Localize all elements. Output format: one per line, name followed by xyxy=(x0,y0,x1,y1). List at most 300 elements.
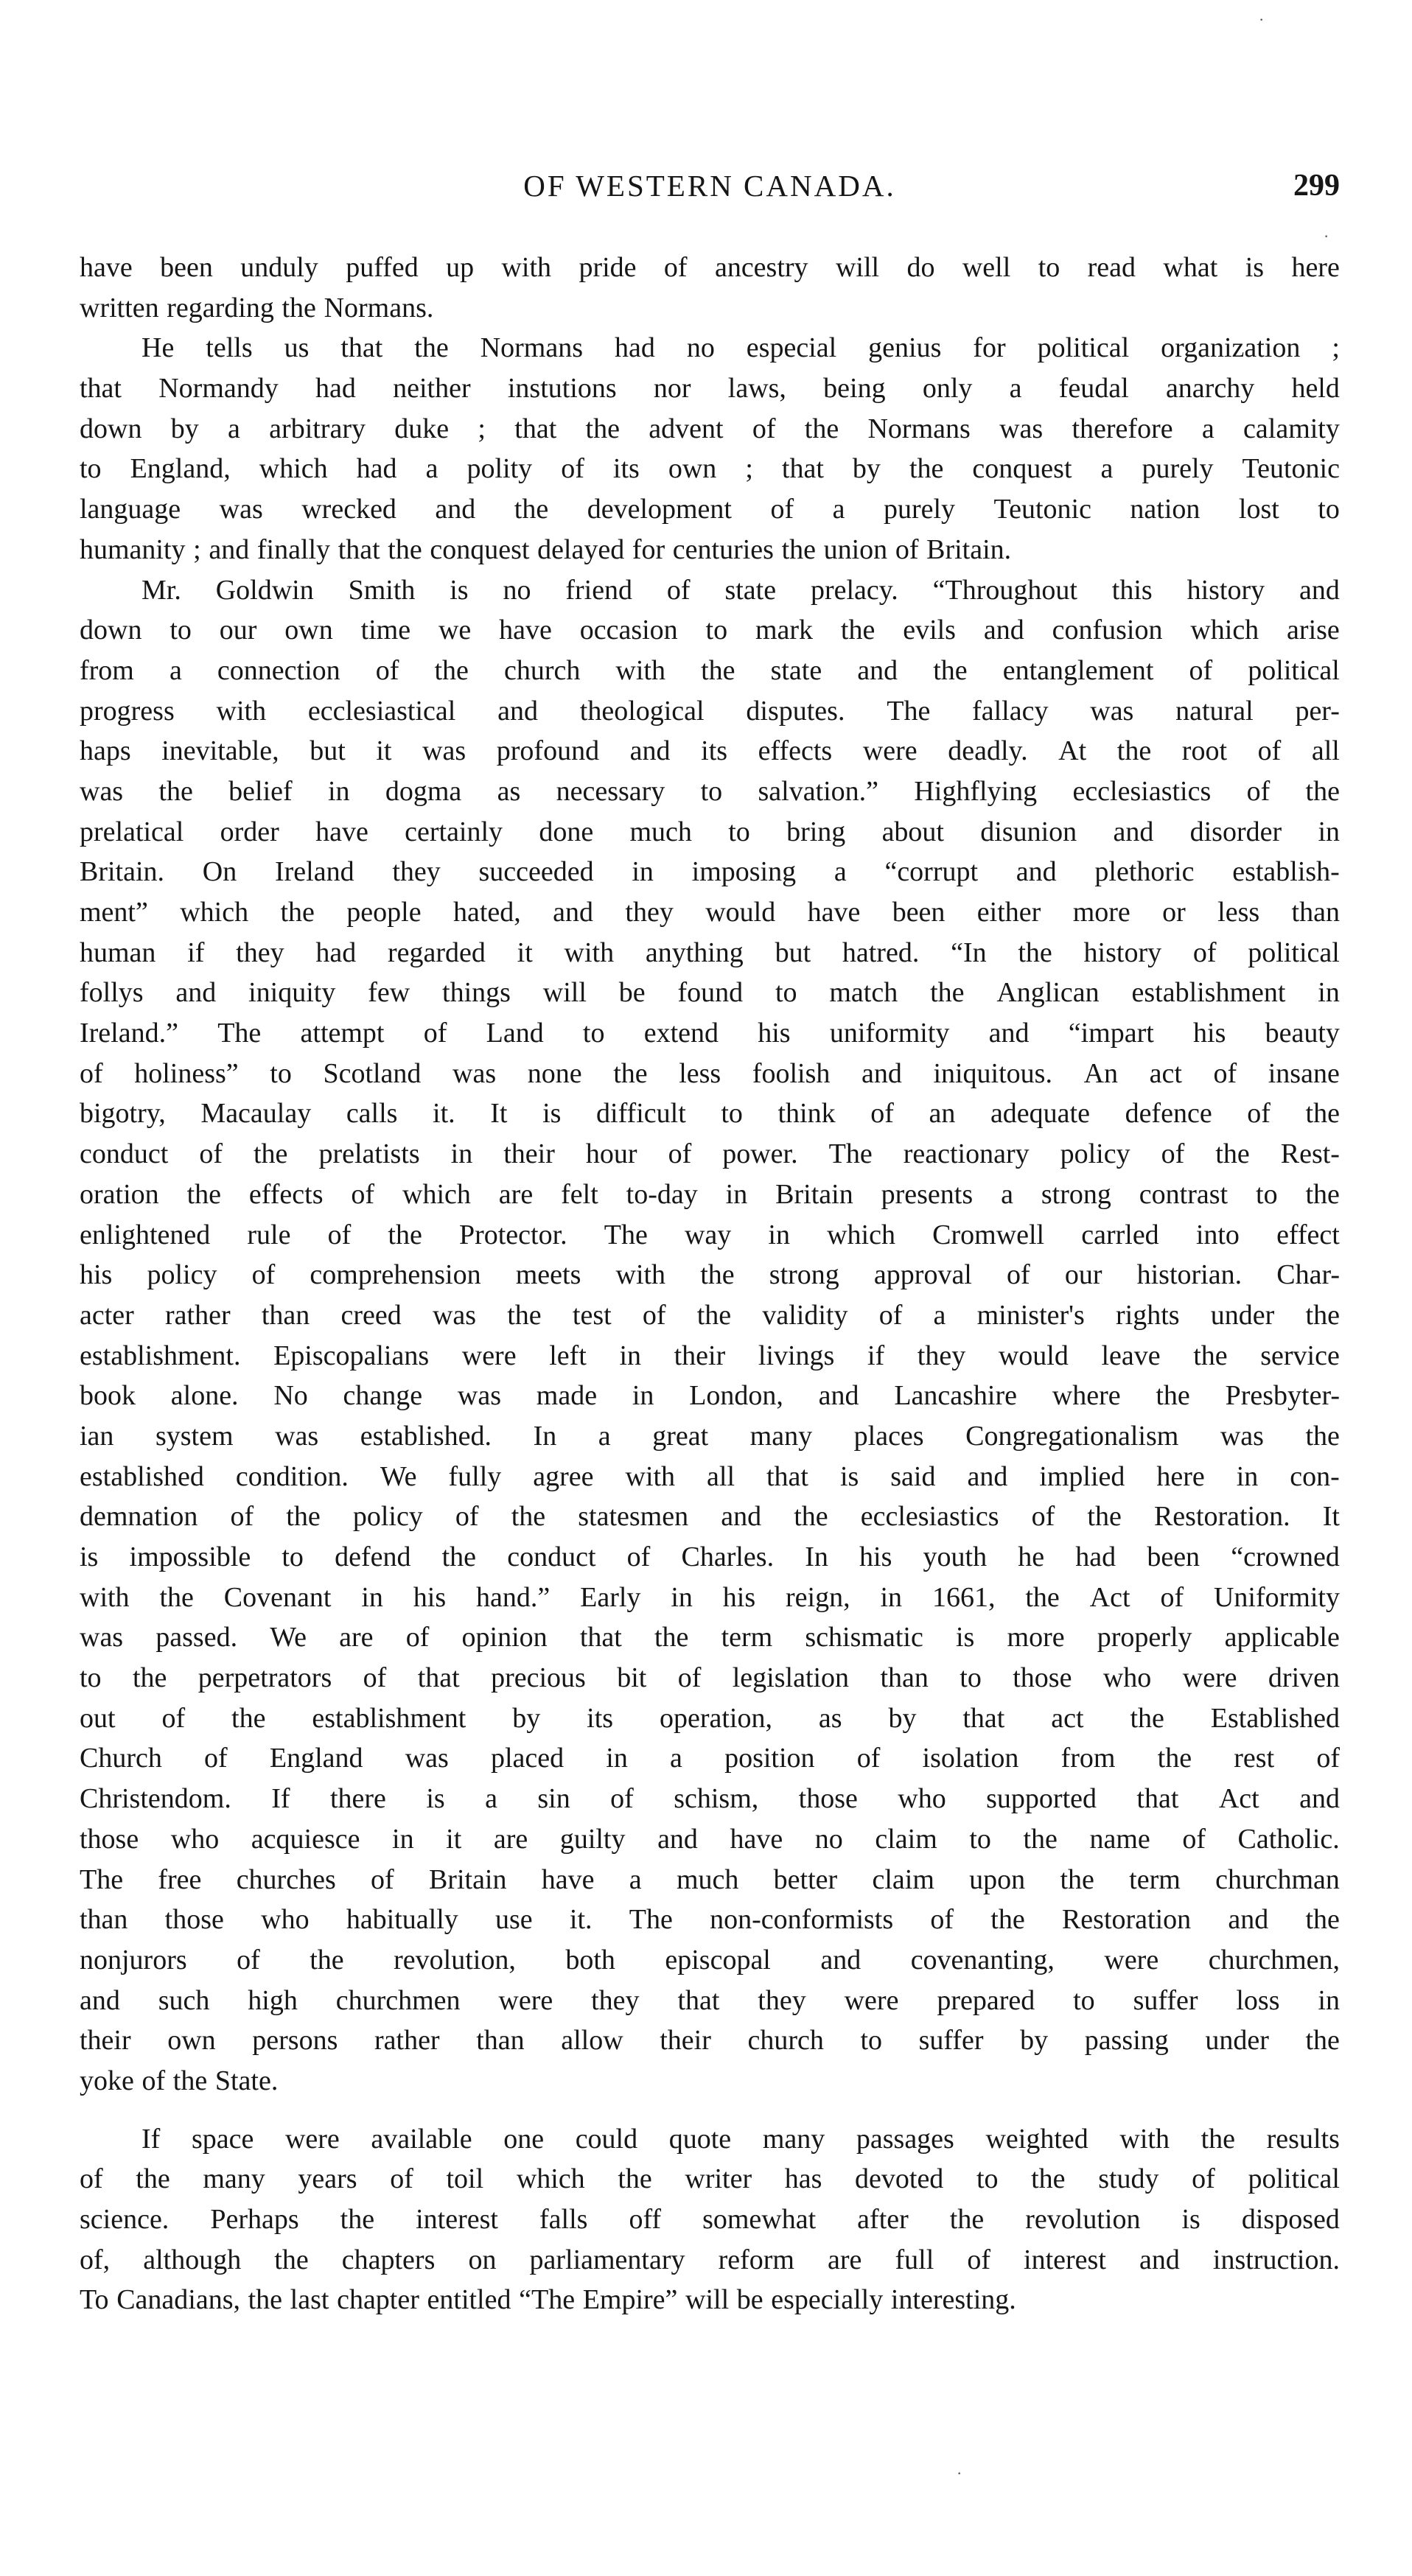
word: establishment xyxy=(312,1702,466,1734)
word: use xyxy=(495,1904,533,1936)
word: profound xyxy=(496,735,600,767)
word: of xyxy=(626,1541,651,1572)
word: ; xyxy=(1332,332,1340,364)
word: have xyxy=(807,897,861,928)
word: haps xyxy=(80,735,131,767)
word: that xyxy=(579,1622,622,1653)
word: of xyxy=(199,1138,223,1170)
word: wrecked xyxy=(301,494,396,525)
word: Episcopalians xyxy=(273,1340,430,1371)
word: ecclesiastical xyxy=(307,695,456,727)
text-line xyxy=(80,248,1340,288)
word: own xyxy=(668,453,717,485)
word: foolish xyxy=(752,1057,831,1089)
word: humanity xyxy=(80,533,186,565)
word: the xyxy=(654,1622,689,1653)
word: strong xyxy=(769,1259,839,1291)
word: revolution xyxy=(1025,2204,1141,2235)
word: condition. xyxy=(235,1460,349,1492)
word: approval xyxy=(873,1259,972,1291)
word: with xyxy=(216,695,267,727)
word: was xyxy=(80,1622,124,1653)
word: system xyxy=(155,1420,234,1452)
word: the xyxy=(1305,775,1340,807)
word: and xyxy=(1016,856,1057,888)
word: toil xyxy=(446,2163,484,2195)
word: of xyxy=(1257,735,1282,767)
word: have xyxy=(315,816,368,847)
word: all xyxy=(707,1460,735,1492)
word: of xyxy=(237,1944,260,1975)
word: yoke xyxy=(80,2065,134,2096)
word: certainly xyxy=(405,816,503,847)
word: historian. xyxy=(1136,1259,1243,1291)
word: strong xyxy=(1041,1178,1111,1210)
word: purely xyxy=(883,494,956,525)
word: mark xyxy=(755,615,814,646)
word: is xyxy=(839,1460,859,1492)
word: state xyxy=(724,574,777,606)
word: to xyxy=(728,816,750,847)
word: into xyxy=(1195,1219,1240,1250)
word: applicable xyxy=(1224,1622,1340,1653)
word: puffed xyxy=(346,252,419,283)
word: that xyxy=(962,1702,1005,1734)
word: policy xyxy=(1060,1138,1130,1170)
word: had xyxy=(356,453,397,485)
word: but xyxy=(310,735,346,767)
word: high xyxy=(248,1984,298,2016)
word: Covenant xyxy=(223,1581,332,1613)
word: of xyxy=(668,1138,692,1170)
word: it xyxy=(376,735,392,767)
word: history xyxy=(1083,937,1162,968)
word: term xyxy=(721,1622,773,1653)
word: in xyxy=(880,1581,903,1613)
word: Act xyxy=(1089,1581,1130,1613)
word: establishment xyxy=(1131,977,1286,1009)
word: the xyxy=(909,453,944,485)
word: bit xyxy=(617,1662,647,1694)
text-line xyxy=(80,1658,1340,1698)
word: the xyxy=(1305,1904,1340,1936)
word: are xyxy=(828,2244,862,2275)
word: disputes. xyxy=(746,695,845,727)
word: and xyxy=(175,977,217,1009)
word: On xyxy=(202,856,237,888)
word: been xyxy=(160,252,213,283)
word: was xyxy=(1220,1420,1264,1452)
word: well xyxy=(962,252,1011,283)
word: properly xyxy=(1097,1622,1192,1653)
word: and xyxy=(209,533,250,565)
word: creed xyxy=(340,1299,402,1331)
word: guilty xyxy=(559,1823,626,1855)
word: conduct xyxy=(507,1541,596,1572)
word: to xyxy=(1038,252,1060,283)
word: prelacy. xyxy=(810,574,898,606)
word: and xyxy=(967,1460,1008,1492)
word: England, xyxy=(130,453,231,485)
word: than xyxy=(1291,897,1340,928)
word: position xyxy=(724,1743,815,1774)
word: political xyxy=(1037,332,1130,364)
word: and xyxy=(80,1984,120,2016)
word: disunion xyxy=(980,816,1077,847)
word: the xyxy=(949,2204,985,2235)
word: better xyxy=(773,1863,838,1895)
word: has xyxy=(784,2163,822,2195)
text-line xyxy=(80,570,1340,611)
word: to xyxy=(705,615,728,646)
word: adequate xyxy=(990,1098,1090,1130)
word: state xyxy=(770,654,822,686)
word: the xyxy=(340,2204,375,2235)
word: suffer xyxy=(1133,1984,1198,2016)
word: holiness” xyxy=(134,1057,239,1089)
word: weighted xyxy=(985,2123,1088,2155)
word: was xyxy=(1090,695,1134,727)
text-line xyxy=(80,2061,1340,2101)
word: and xyxy=(1139,2244,1180,2275)
word: of xyxy=(610,1783,634,1815)
word: been xyxy=(1147,1541,1200,1572)
word: are xyxy=(498,1178,534,1210)
word: hated, xyxy=(452,897,521,928)
word: that xyxy=(1136,1783,1179,1815)
word: human xyxy=(80,937,156,968)
word: than xyxy=(80,1904,128,1936)
text-line xyxy=(80,933,1340,973)
word: a xyxy=(833,856,847,888)
word: Ireland.” xyxy=(80,1018,178,1049)
word: in xyxy=(1236,1460,1259,1492)
word: loss xyxy=(1236,1984,1280,2016)
word: and xyxy=(497,695,538,727)
word: Ireland xyxy=(274,856,354,888)
word: as xyxy=(497,775,521,807)
word: establishment. xyxy=(80,1340,241,1371)
word: fully xyxy=(448,1460,502,1492)
word: falls xyxy=(539,2204,588,2235)
word: Congregationalism xyxy=(965,1420,1179,1452)
word: He xyxy=(141,332,175,364)
word: that xyxy=(781,453,824,485)
word: follys xyxy=(80,977,144,1009)
word: uniformity xyxy=(829,1018,950,1049)
word: act xyxy=(1051,1702,1084,1734)
word: rather xyxy=(374,2025,440,2057)
word: it. xyxy=(433,1098,455,1130)
word: and xyxy=(818,1380,859,1412)
word: ancestry xyxy=(714,252,808,283)
word: church xyxy=(747,2025,824,2057)
word: it. xyxy=(569,1904,593,1936)
text-line xyxy=(80,2020,1340,2061)
word: people xyxy=(346,897,422,928)
text-line xyxy=(80,2159,1340,2199)
word: defence xyxy=(1125,1098,1212,1130)
word: with xyxy=(615,1259,666,1291)
word: an xyxy=(929,1098,956,1130)
word: science. xyxy=(80,2204,169,2235)
word: either xyxy=(976,897,1041,928)
word: 1661, xyxy=(932,1581,996,1613)
word: attempt xyxy=(300,1018,385,1049)
word: those xyxy=(80,1823,139,1855)
word: It xyxy=(490,1098,508,1130)
word: his xyxy=(722,1581,756,1613)
word: defend xyxy=(335,1541,411,1572)
word: England xyxy=(269,1743,363,1774)
word: in xyxy=(632,1380,654,1412)
word: of xyxy=(1246,775,1271,807)
word: of xyxy=(561,453,584,485)
word: The xyxy=(887,695,931,727)
word: of xyxy=(752,413,776,444)
text-line xyxy=(80,1497,1340,1537)
word: contrast xyxy=(1139,1178,1228,1210)
word: centuries xyxy=(672,533,774,565)
word: churches xyxy=(236,1863,336,1895)
word: but xyxy=(775,937,811,968)
word: “crowned xyxy=(1231,1541,1340,1572)
word: do xyxy=(906,252,935,283)
word: reactionary xyxy=(903,1138,1030,1170)
word: on xyxy=(468,2244,497,2275)
word: his xyxy=(758,1018,791,1049)
word: the xyxy=(507,1299,542,1331)
word: presents xyxy=(881,1178,974,1210)
word: great xyxy=(652,1420,709,1452)
word: think xyxy=(777,1098,836,1130)
word: duke xyxy=(394,413,450,444)
word: genius xyxy=(868,332,942,364)
word: to xyxy=(169,615,192,646)
word: been xyxy=(892,897,946,928)
word: Perhaps xyxy=(210,2204,299,2235)
word: tells xyxy=(206,332,253,364)
word: enlightened xyxy=(80,1219,211,1250)
word: the xyxy=(248,2284,283,2316)
word: The xyxy=(828,1138,873,1170)
text-line xyxy=(80,1215,1340,1256)
word: of xyxy=(967,2244,990,2275)
word: his xyxy=(413,1581,447,1613)
word: that xyxy=(80,373,122,405)
word: who xyxy=(898,1783,946,1815)
word: agree xyxy=(533,1460,594,1492)
word: the xyxy=(441,1541,477,1572)
word: than xyxy=(261,1299,310,1331)
word: were xyxy=(862,735,918,767)
text-line xyxy=(80,1900,1340,1940)
word: they xyxy=(625,897,674,928)
scan-speck-mark: · xyxy=(1324,227,1329,245)
word: disposed xyxy=(1241,2204,1340,2235)
word: in xyxy=(361,1581,383,1613)
word: off xyxy=(629,2204,662,2235)
word: of, xyxy=(80,2244,111,2275)
text-line xyxy=(80,1295,1340,1336)
word: the xyxy=(514,494,549,525)
word: Highflying xyxy=(914,775,1038,807)
word: the xyxy=(136,2163,170,2195)
word: regarded xyxy=(387,937,486,968)
word: than xyxy=(476,2025,525,2057)
word: they xyxy=(591,1984,640,2016)
word: ecclesiastics xyxy=(860,1501,999,1533)
word: “The xyxy=(519,2284,576,2316)
word: salvation.” xyxy=(758,775,879,807)
word: of xyxy=(1192,937,1217,968)
text-line xyxy=(80,1336,1340,1376)
word: bigotry, xyxy=(80,1098,166,1130)
word: would xyxy=(998,1340,1069,1371)
word: the xyxy=(585,413,620,444)
word: covenanting, xyxy=(910,1944,1055,1975)
word: minister's xyxy=(976,1299,1085,1331)
word: laws, xyxy=(727,373,786,405)
word: The xyxy=(629,1904,673,1936)
word: with xyxy=(501,252,552,283)
word: which xyxy=(827,1219,895,1250)
word: its xyxy=(612,453,640,485)
word: his xyxy=(80,1259,113,1291)
word: of xyxy=(363,1662,387,1694)
word: where xyxy=(1052,1380,1121,1412)
word: in xyxy=(392,1823,414,1855)
word: after xyxy=(857,2204,909,2235)
word: is xyxy=(80,1541,99,1572)
word: of xyxy=(878,1299,903,1331)
word: the xyxy=(310,1944,344,1975)
word: that xyxy=(338,533,380,565)
word: of xyxy=(80,2163,103,2195)
word: a xyxy=(485,1783,497,1815)
word: made xyxy=(536,1380,598,1412)
word: to xyxy=(1318,494,1340,525)
word: neither xyxy=(393,373,471,405)
text-line xyxy=(80,651,1340,691)
text-line xyxy=(80,2119,1340,2160)
word: that xyxy=(514,413,557,444)
word: it xyxy=(446,1823,462,1855)
word: extend xyxy=(643,1018,719,1049)
word: by xyxy=(852,453,881,485)
word: is xyxy=(955,1622,975,1653)
word: a xyxy=(629,1863,642,1895)
word: the xyxy=(1018,937,1052,968)
word: those xyxy=(164,1904,224,1936)
word: supported xyxy=(986,1783,1097,1815)
word: no xyxy=(686,332,715,364)
word: said xyxy=(890,1460,936,1492)
word: ian xyxy=(80,1420,114,1452)
word: and xyxy=(657,1823,698,1855)
word: plethoric xyxy=(1094,856,1195,888)
word: of xyxy=(251,1259,276,1291)
word: no xyxy=(814,1823,843,1855)
word: was xyxy=(457,1380,502,1412)
word: that xyxy=(417,1662,460,1694)
word: had xyxy=(315,373,356,405)
word: done xyxy=(539,816,594,847)
word: of xyxy=(1192,2163,1215,2195)
text-line xyxy=(80,1738,1340,1779)
word: necessary xyxy=(556,775,665,807)
word: of xyxy=(930,1904,954,1936)
word: way xyxy=(684,1219,732,1250)
word: of xyxy=(870,1098,894,1130)
word: found xyxy=(677,977,744,1009)
word: interest xyxy=(416,2204,498,2235)
word: to xyxy=(700,775,723,807)
word: rights xyxy=(1116,1299,1180,1331)
word: there xyxy=(329,1783,386,1815)
word: of xyxy=(642,1299,666,1331)
word: root xyxy=(1181,735,1228,767)
word: the xyxy=(1305,1098,1340,1130)
word: especial xyxy=(746,332,837,364)
word: disorder xyxy=(1189,816,1282,847)
word: livings xyxy=(758,1340,835,1371)
word: own xyxy=(167,2025,216,2057)
text-line xyxy=(80,1940,1340,1981)
word: the xyxy=(388,1219,422,1250)
word: his xyxy=(859,1541,892,1572)
word: have xyxy=(541,1863,595,1895)
word: of xyxy=(1160,1581,1184,1613)
word: what xyxy=(1163,252,1218,283)
word: confusion xyxy=(1052,615,1163,646)
text-line xyxy=(80,489,1340,530)
text-line xyxy=(80,1013,1340,1054)
word: by xyxy=(888,1702,917,1734)
word: Established xyxy=(1210,1702,1340,1734)
word: to xyxy=(969,1823,991,1855)
word: they xyxy=(392,856,441,888)
word: of xyxy=(327,1219,352,1250)
word: Britain xyxy=(428,1863,507,1895)
word: have xyxy=(730,1823,783,1855)
word: for xyxy=(632,533,665,565)
word: in xyxy=(768,1219,790,1250)
word: in xyxy=(619,1340,642,1371)
word: act xyxy=(1149,1057,1182,1089)
word: to-day xyxy=(626,1178,698,1210)
word: of xyxy=(677,1662,702,1694)
word: reform xyxy=(718,2244,794,2275)
word: church xyxy=(503,654,581,686)
word: In xyxy=(805,1541,828,1572)
word: the xyxy=(1130,1702,1164,1734)
word: their xyxy=(80,2025,131,2057)
word: somewhat xyxy=(702,2204,817,2235)
word: they xyxy=(236,937,284,968)
word: Church xyxy=(80,1743,162,1774)
word: chapters xyxy=(341,2244,436,2275)
word: allow xyxy=(561,2025,623,2057)
paragraph xyxy=(80,248,1340,328)
word: Macaulay xyxy=(200,1098,312,1130)
word: book xyxy=(80,1380,136,1412)
word: anarchy xyxy=(1165,373,1255,405)
word: the xyxy=(280,897,315,928)
word: will xyxy=(835,252,880,283)
word: order xyxy=(220,816,279,847)
word: ; xyxy=(193,533,201,565)
